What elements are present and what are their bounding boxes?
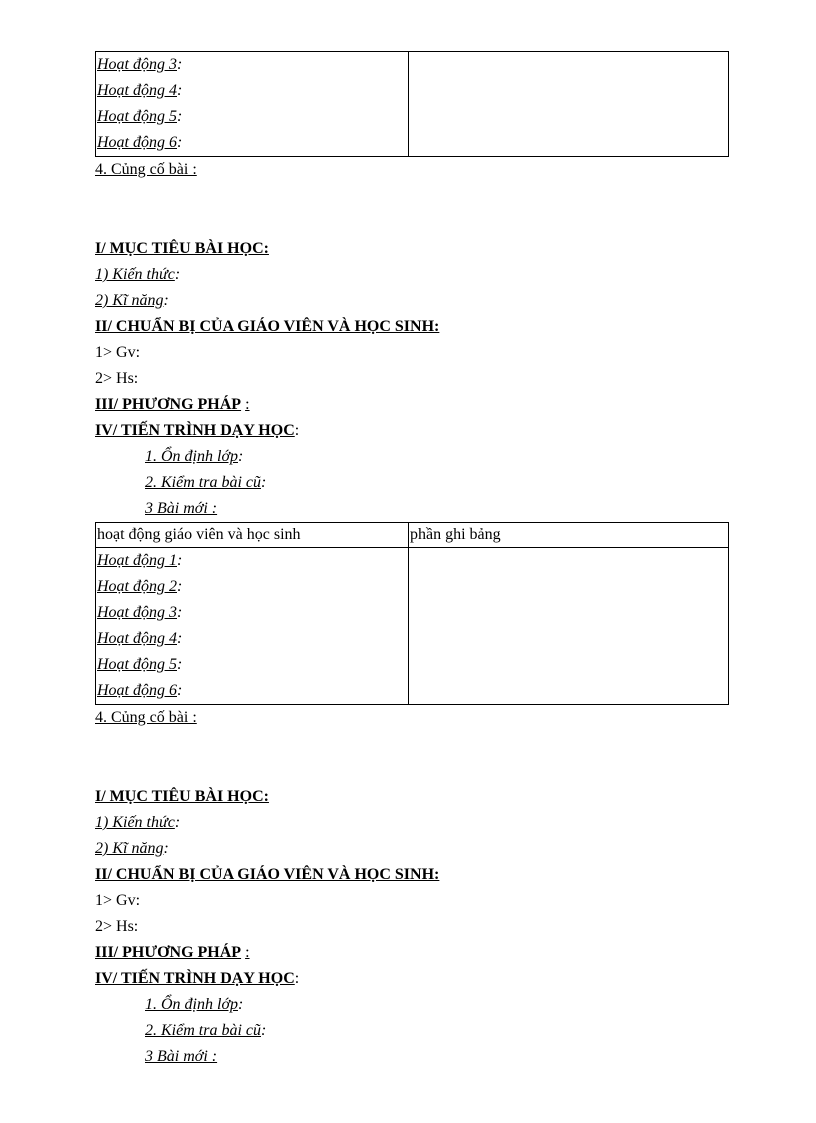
spacer	[95, 731, 735, 784]
consolidation-heading: 4. Củng cố bài :	[95, 709, 197, 726]
activity-table	[95, 522, 729, 705]
teacher-prep-line: 1> Gv:	[95, 892, 141, 909]
activity-table-top	[95, 51, 729, 157]
method-heading: III/ PHƯƠNG PHÁP :	[95, 944, 250, 961]
activity-item: Hoạt động 2:	[97, 578, 183, 595]
skills-line: 2) Kĩ năng:	[95, 840, 169, 857]
board-notes-cell	[409, 548, 729, 705]
document-page	[95, 51, 735, 1070]
knowledge-line: 1) Kiến thức:	[95, 814, 181, 831]
skills-line: 2) Kĩ năng:	[95, 292, 169, 309]
knowledge-line: 1) Kiến thức:	[95, 266, 181, 283]
student-prep-line: 2> Hs:	[95, 370, 139, 387]
method-heading: III/ PHƯƠNG PHÁP :	[95, 396, 250, 413]
activity-column-cell	[96, 548, 409, 705]
preparation-heading: II/ CHUẨN BỊ CỦA GIÁO VIÊN VÀ HỌC SINH:	[95, 866, 440, 883]
spacer	[95, 183, 735, 236]
step-old-lesson-check: 2. Kiểm tra bài cũ:	[145, 474, 267, 491]
objectives-heading: I/ MỤC TIÊU BÀI HỌC:	[95, 240, 269, 257]
table-header-activities: hoạt động giáo viên và học sinh	[96, 523, 409, 548]
process-heading: IV/ TIẾN TRÌNH DẠY HỌC:	[95, 970, 300, 987]
activity-item: Hoạt động 1:	[97, 552, 183, 569]
activity-item: Hoạt động 6:	[97, 134, 183, 151]
table-header-board-notes: phần ghi bảng	[409, 523, 729, 548]
activity-item: Hoạt động 6:	[97, 682, 183, 699]
board-notes-cell	[409, 52, 729, 157]
step-new-lesson: 3 Bài mới :	[145, 1048, 218, 1065]
activity-item: Hoạt động 3:	[97, 56, 183, 73]
activity-item: Hoạt động 4:	[97, 630, 183, 647]
teacher-prep-line: 1> Gv:	[95, 344, 141, 361]
process-heading: IV/ TIẾN TRÌNH DẠY HỌC:	[95, 422, 300, 439]
activity-item: Hoạt động 4:	[97, 82, 183, 99]
activity-item: Hoạt động 3:	[97, 604, 183, 621]
activity-item: Hoạt động 5:	[97, 656, 183, 673]
activity-item: Hoạt động 5:	[97, 108, 183, 125]
step-new-lesson: 3 Bài mới :	[145, 500, 218, 517]
step-class-setup: 1. Ổn định lớp:	[145, 996, 244, 1013]
consolidation-heading: 4. Củng cố bài :	[95, 161, 197, 178]
student-prep-line: 2> Hs:	[95, 918, 139, 935]
step-class-setup: 1. Ổn định lớp:	[145, 448, 244, 465]
objectives-heading: I/ MỤC TIÊU BÀI HỌC:	[95, 788, 269, 805]
activity-column-cell	[96, 52, 409, 157]
preparation-heading: II/ CHUẨN BỊ CỦA GIÁO VIÊN VÀ HỌC SINH:	[95, 318, 440, 335]
step-old-lesson-check: 2. Kiểm tra bài cũ:	[145, 1022, 267, 1039]
